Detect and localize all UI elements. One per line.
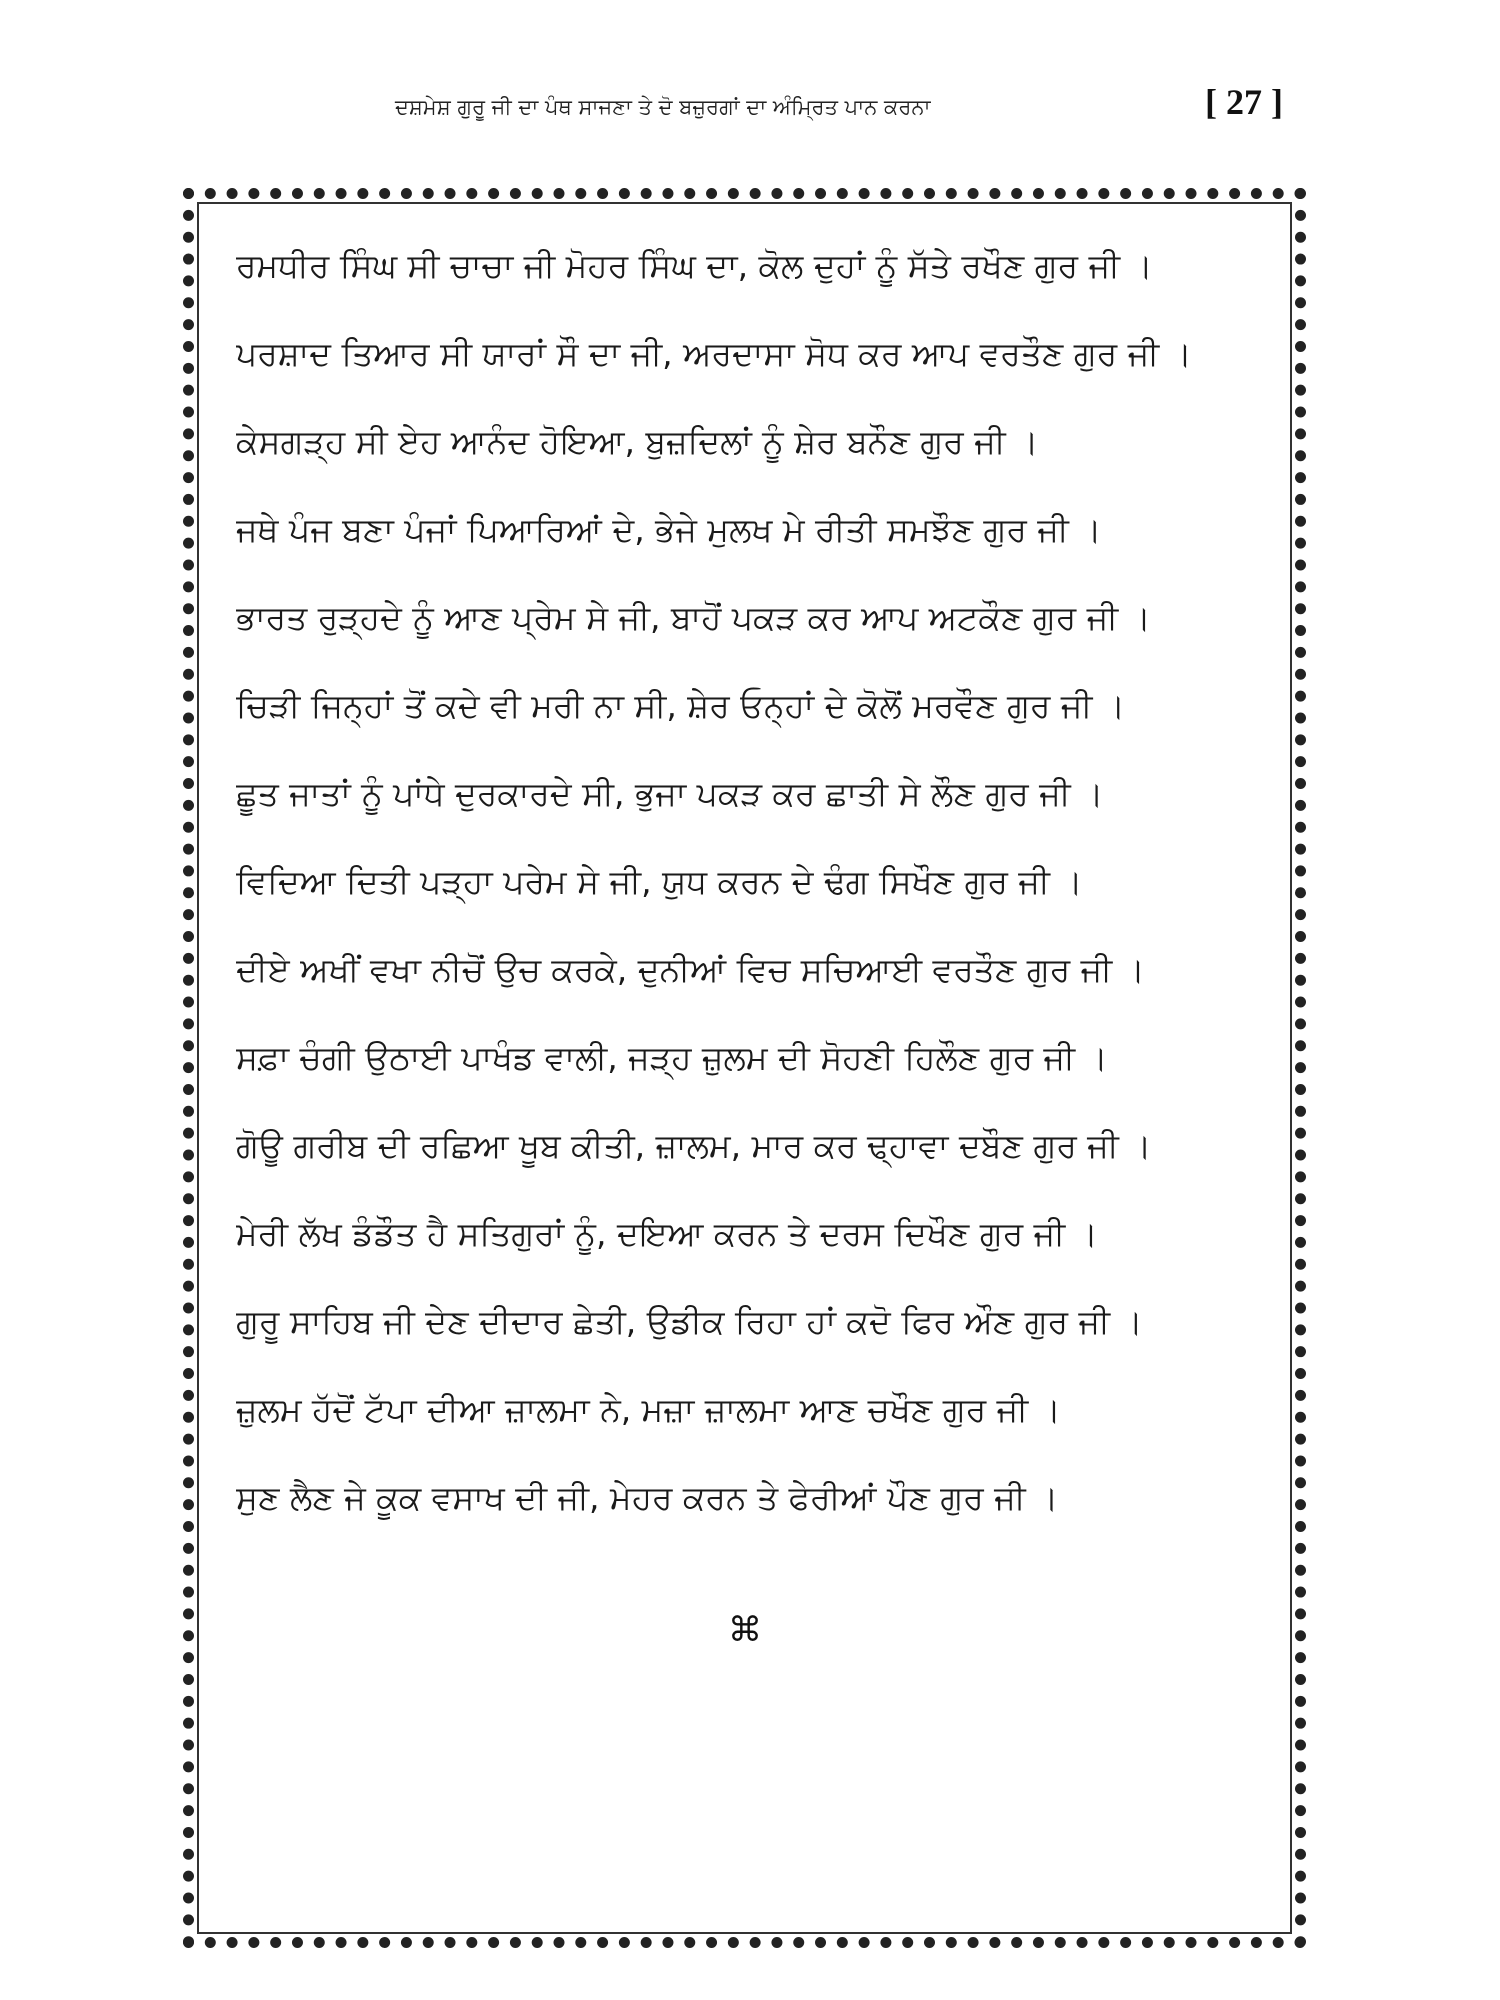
section-end-ornament-icon: ⌘ [728,1610,762,1650]
verse-line: ਸੁਣ ਲੈਣ ਜੇ ਕੂਕ ਵਸਾਖ ਦੀ ਜੀ, ਮੇਹਰ ਕਰਨ ਤੇ ਫੇਰੀਆਂ ਪੌਣ ਗੁਰ ਜੀ । [236,1478,1059,1517]
verse-line: ਮੇਰੀ ਲੱਖ ਡੰਡੌਤ ਹੈ ਸਤਿਗੁਰਾਂ ਨੂੰ, ਦਇਆ ਕਰਨ ਤੇ ਦਰਸ ਦਿਖੌਣ ਗੁਰ ਜੀ । [236,1214,1098,1253]
verse-line: ਵਿਦਿਆ ਦਿਤੀ ਪੜ੍ਹਾ ਪਰੇਮ ਸੇ ਜੀ, ਯੁਧ ਕਰਨ ਦੇ ਢੰਗ ਸਿਖੌਣ ਗੁਰ ਜੀ । [236,862,1083,901]
verse-line: ਗੁਰੂ ਸਾਹਿਬ ਜੀ ਦੇਣ ਦੀਦਾਰ ਛੇਤੀ, ਉਡੀਕ ਰਿਹਾ ਹਾਂ ਕਦੋ ਫਿਰ ਔਣ ਗੁਰ ਜੀ । [236,1302,1143,1341]
verse-line: ਦੀਏ ਅਖੀਂ ਵਖਾ ਨੀਚੋਂ ਉਚ ਕਰਕੇ, ਦੁਨੀਆਂ ਵਿਚ ਸਚਿਆਈ ਵਰਤੌਣ ਗੁਰ ਜੀ । [236,950,1145,989]
verse-line: ਭਾਰਤ ਰੁੜ੍ਹਦੇ ਨੂੰ ਆਣ ਪ੍ਰੇਮ ਸੇ ਜੀ, ਬਾਹੋਂ ਪਕੜ ਕਰ ਆਪ ਅਟਕੌਣ ਗੁਰ ਜੀ । [236,598,1151,637]
verse-line: ਰਮਧੀਰ ਸਿੰਘ ਸੀ ਚਾਚਾ ਜੀ ਮੋਹਰ ਸਿੰਘ ਦਾ, ਕੋਲ ਦੁਹਾਂ ਨੂੰ ਸੱਤੇ ਰਖੌਣ ਗੁਰ ਜੀ । [236,246,1153,285]
verse-line: ਕੇਸਗੜ੍ਹ ਸੀ ਏਹ ਆਨੰਦ ਹੋਇਆ, ਬੁਜ਼ਦਿਲਾਂ ਨੂੰ ਸ਼ੇਰ ਬਨੌਣ ਗੁਰ ਜੀ । [236,422,1039,461]
verse-line: ਜ਼ੁਲਮ ਹੱਦੋਂ ਟੱਪਾ ਦੀਆ ਜ਼ਾਲਮਾ ਨੇ, ਮਜ਼ਾ ਜ਼ਾਲਮਾ ਆਣ ਚਖੌਣ ਗੁਰ ਜੀ । [236,1390,1061,1429]
verse-line: ਗੋਊ ਗਰੀਬ ਦੀ ਰਛਿਆ ਖੂਬ ਕੀਤੀ, ਜ਼ਾਲਮ, ਮਾਰ ਕਰ ਢ੍ਹਾਵਾ ਦਬੌਣ ਗੁਰ ਜੀ । [236,1126,1152,1165]
verse-line: ਪਰਸ਼ਾਦ ਤਿਆਰ ਸੀ ਯਾਰਾਂ ਸੌ ਦਾ ਜੀ, ਅਰਦਾਸਾ ਸੋਧ ਕਰ ਆਪ ਵਰਤੌਣ ਗੁਰ ਜੀ । [236,334,1192,373]
page-number: [ 27 ] [1205,82,1283,122]
poem-verse-list [236,222,1296,1542]
verse-line: ਸਫ਼ਾ ਚੰਗੀ ਉਠਾਈ ਪਾਖੰਡ ਵਾਲੀ, ਜੜ੍ਹ ਜ਼ੁਲਮ ਦੀ ਸੋਹਣੀ ਹਿਲੌਣ ਗੁਰ ਜੀ । [236,1038,1108,1077]
verse-line: ਛੂਤ ਜਾਤਾਂ ਨੂੰ ਪਾਂਧੇ ਦੁਰਕਾਰਦੇ ਸੀ, ਭੁਜਾ ਪਕੜ ਕਰ ਛਾਤੀ ਸੇ ਲੌਣ ਗੁਰ ਜੀ । [236,774,1104,813]
verse-line: ਜਥੇ ਪੰਜ ਬਣਾ ਪੰਜਾਂ ਪਿਆਰਿਆਂ ਦੇ, ਭੇਜੇ ਮੁਲਖ ਮੇ ਰੀਤੀ ਸਮਝੌਣ ਗੁਰ ਜੀ । [236,510,1102,549]
running-header-title: ਦਸ਼ਮੇਸ਼ ਗੁਰੂ ਜੀ ਦਾ ਪੰਥ ਸਾਜਣਾ ਤੇ ਦੋ ਬਜ਼ੁਰਗਾਂ ਦਾ ਅੰਮ੍ਰਿਤ ਪਾਨ ਕਰਨਾ [395,95,931,119]
verse-line: ਚਿੜੀ ਜਿਨ੍ਹਾਂ ਤੋਂ ਕਦੇ ਵੀ ਮਰੀ ਨਾ ਸੀ, ਸ਼ੇਰ ਓਨ੍ਹਾਂ ਦੇ ਕੋਲੋਂ ਮਰਵੌਣ ਗੁਰ ਜੀ । [236,686,1126,725]
